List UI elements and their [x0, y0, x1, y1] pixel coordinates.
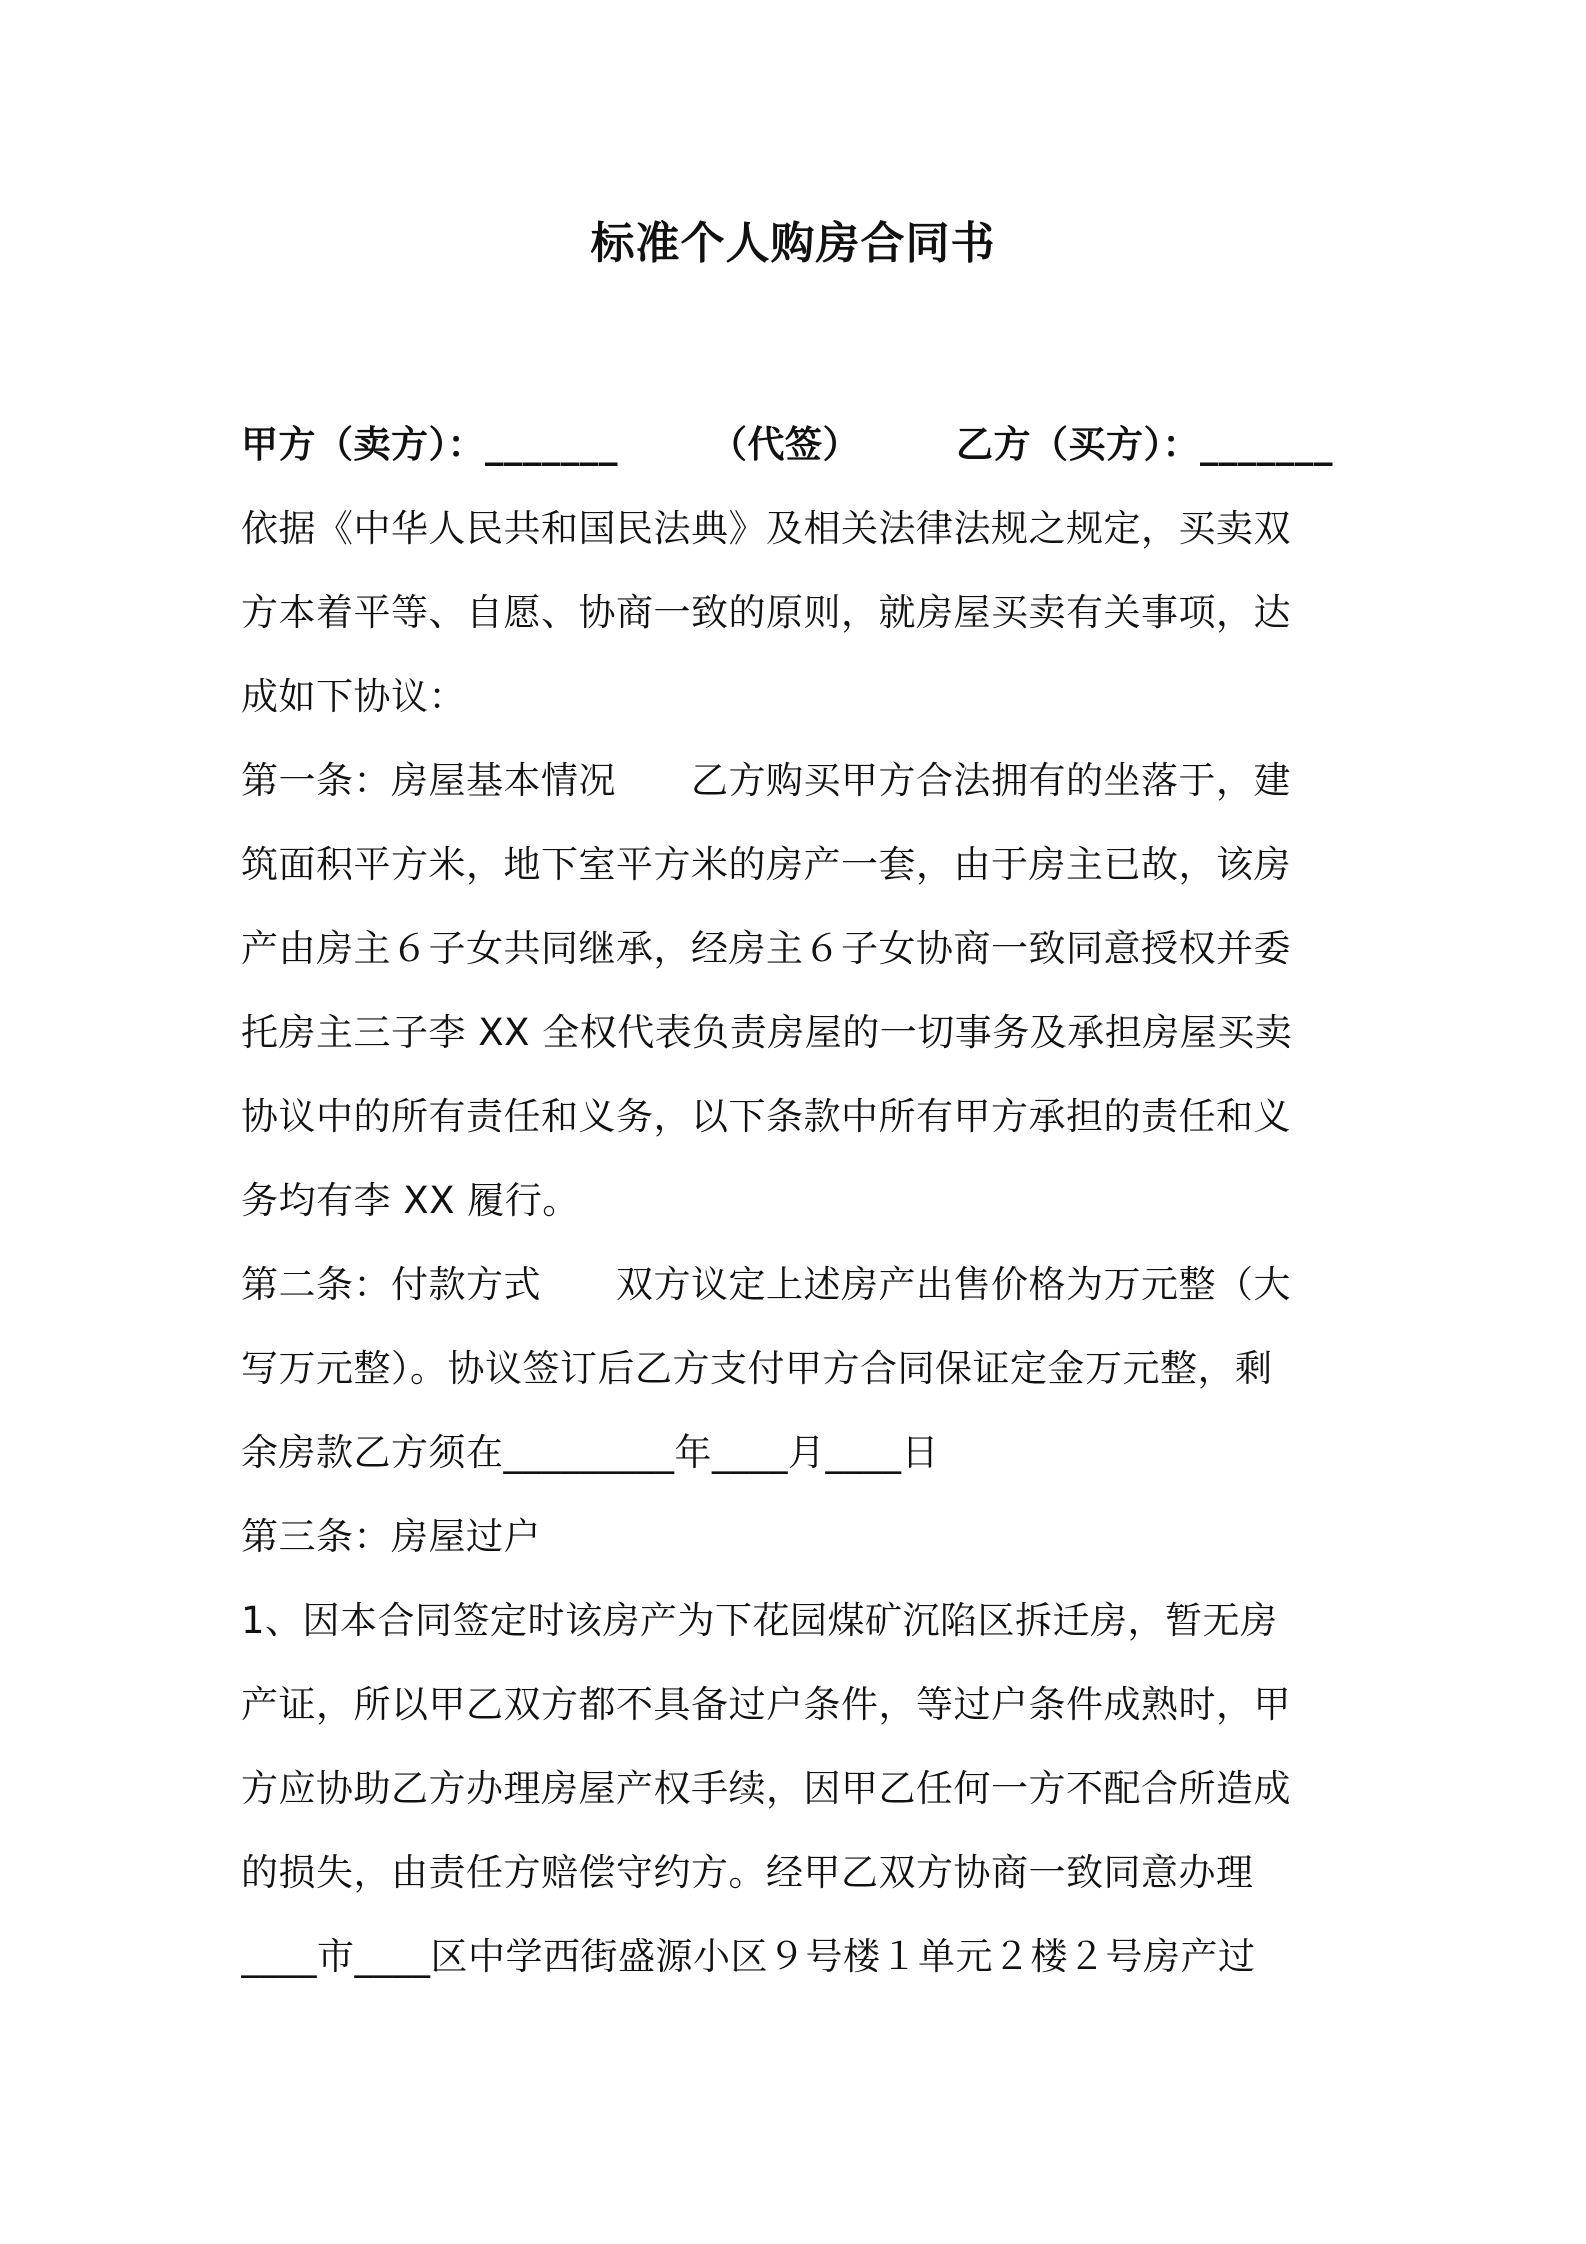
document-title: 标准个人购房合同书	[590, 218, 996, 269]
paragraph-line: 筑面积平方米，地下室平方米的房产一套，由于房主已故，该房	[241, 843, 1291, 886]
parties-line	[241, 403, 1351, 487]
paragraph-line: 托房主三子李 XX 全权代表负责房屋的一切事务及承担房屋买卖	[241, 1011, 1293, 1054]
paragraph-line: 写万元整）。协议签订后乙方支付甲方合同保证定金万元整，剩	[241, 1347, 1273, 1390]
paragraph-line: 的损失，由责任方赔偿守约方。经甲乙双方协商一致同意办理	[241, 1851, 1254, 1894]
paragraph-line: 协议中的所有责任和义务，以下条款中所有甲方承担的责任和义	[241, 1095, 1291, 1138]
paragraph-line: 产由房主６子女共同继承，经房主６子女协商一致同意授权并委	[241, 927, 1291, 970]
article-2-line: 第二条：付款方式 双方议定上述房产出售价格为万元整（大	[241, 1263, 1291, 1306]
paragraph-line: 余房款乙方须在_________年____月____日	[241, 1431, 939, 1474]
paragraph-line: 依据《中华人民共和国民法典》及相关法律法规之规定，买卖双	[241, 507, 1291, 550]
party-b-label: 乙方（买方）：_______	[956, 423, 1333, 466]
proxy-label: （代签）	[710, 423, 860, 466]
paragraph-line: 方应协助乙方办理房屋产权手续，因甲乙任何一方不配合所造成	[241, 1767, 1291, 1810]
paragraph-line: 1、因本合同签定时该房产为下花园煤矿沉陷区拆迁房，暂无房	[241, 1599, 1278, 1642]
paragraph-line: 务均有李 XX 履行。	[241, 1179, 580, 1222]
paragraph-line: 方本着平等、自愿、协商一致的原则，就房屋买卖有关事项，达	[241, 591, 1291, 634]
paragraph-line: 产证，所以甲乙双方都不具备过户条件，等过户条件成熟时，甲	[241, 1683, 1291, 1726]
paragraph-line: 成如下协议：	[241, 675, 466, 718]
document-body	[241, 403, 1351, 1999]
article-1-line: 第一条：房屋基本情况 乙方购买甲方合法拥有的坐落于，建	[241, 759, 1291, 802]
party-a-label: 甲方（卖方）：_______	[241, 423, 618, 466]
article-3-heading: 第三条：房屋过户	[241, 1515, 541, 1558]
paragraph-line: ____市____区中学西街盛源小区９号楼１单元２楼２号房产过	[241, 1935, 1256, 1978]
